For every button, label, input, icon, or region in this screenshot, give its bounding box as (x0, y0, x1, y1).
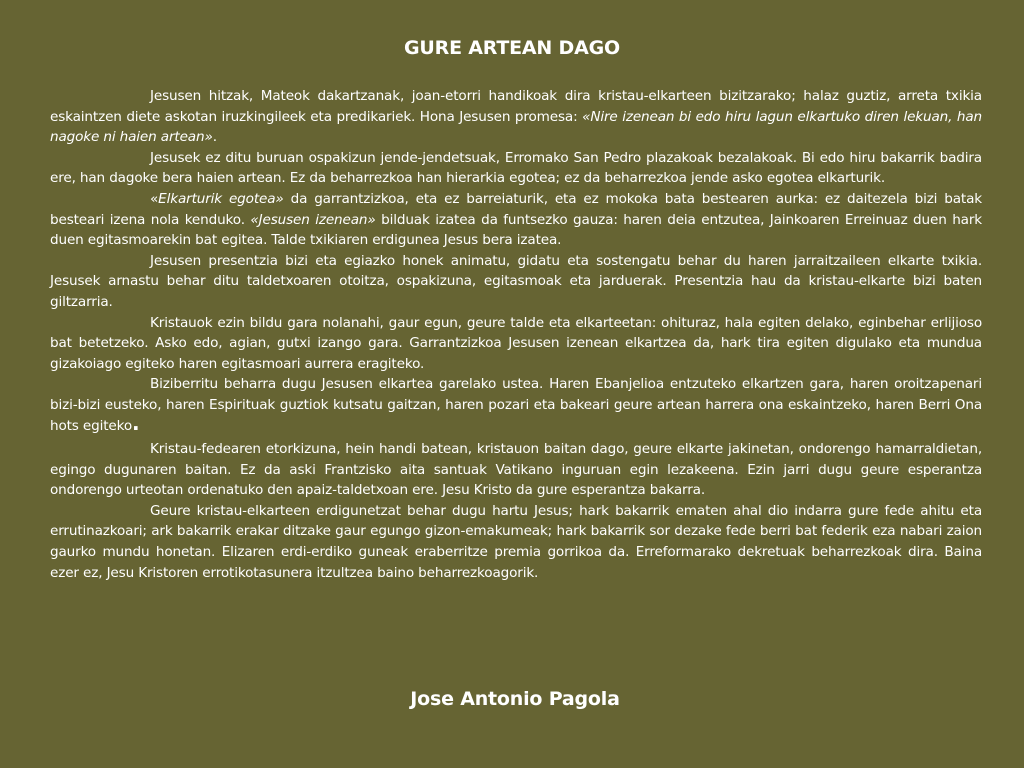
paragraph-text: Biziberritu beharra dugu Jesusen elkartea garelako ustea. Haren Ebanjelioa entzuteko elkartzen gara, haren oroitzapenari bizi-bizi eusteko, haren Espirituak guztiok kutsatu gaitzan, haren pozari eta bakeari geure artean harrera ona eskaintzeko, haren Berri Ona hots egiteko (50, 376, 982, 434)
closing-period: . (132, 410, 140, 435)
paragraph (50, 313, 982, 375)
paragraph (50, 148, 982, 189)
emphasis-text: Elkarturik egotea» (158, 190, 284, 207)
paragraph-text: Jesusek ez ditu buruan ospakizun jende-jendetsuak, Erromako San Pedro plazakoak bezalakoak. Bi edo hiru bakarrik badira ere, han dagoke bera haien artean. Ez da beharrezkoa han hierarkia egotea; ez da beharrezkoa jende asko egotea elkarturik. (50, 149, 982, 187)
paragraph-text: da garrantzizkoa, eta ez barreiaturik, eta ez mokoka bata bestearen aurka: ez daitezela bizi batak besteari izena nola kenduko. (50, 190, 982, 228)
paragraph-text: Kristauok ezin bildu gara nolanahi, gaur egun, geure talde eta elkarteetan: ohituraz, hala egiten delako, eginbehar erlijioso bat betetzeko. Asko edo, agian, gutxi izango gara. Garrantzizkoa Jesusen izenean elkartzea da, hark tira egiten digulako eta mundua gizakoiago egiteko haren egitasmoari aurrera eragiteko. (50, 314, 982, 372)
emphasis-text: «Nire izenean bi edo hiru lagun elkartuko diren lekuan, han nagoke ni haien artean» (50, 108, 982, 146)
paragraph (50, 501, 982, 583)
paragraph-text: Jesusen hitzak, Mateok dakartzanak, joan-etorri handikoak dira kristau-elkarteen bizitzarako; halaz guztiz, arreta txikia eskaintzen diete askotan iruzkingileek eta predikariek. Hona Jesusen promesa: (50, 88, 982, 125)
author-name: Jose Antonio Pagola (410, 688, 620, 710)
paragraph-text: Jesusen presentzia bizi eta egiazko honek animatu, gidatu eta sostengatu behar du haren jarraitzaileen elkarte txikia. Jesusek arnastu behar ditu taldetxoaren otoitza, ospakizuna, egitasmoak eta jarduerak. Presentzia hau da kristau-elkarte bizi baten giltzarria. (50, 252, 982, 310)
paragraph (50, 189, 982, 251)
emphasis-text: «Jesusen izenean» (250, 211, 376, 228)
paragraph-text: Geure kristau-elkarteen erdigunetzat behar dugu hartu Jesus; hark bakarrik ematen ahal dio indarra gure fede ahitu eta errutinazkoari; ark bakarrik erakar ditzake gaur egungo gizon-emakumeak; hark bakarrik sor dezake fede berri bat federik eza nabari zaion gaurko mundu honetan. Elizaren erdi-erdiko guneak eraberritze premia gorrikoa da. Erreformarako dekretuak beharrezkoak dira. Baina ezer ez, Jesu Kristoren errotikotasunera itzultzea baino beharrezkoagorik. (50, 502, 982, 581)
paragraph (50, 374, 982, 436)
paragraph (50, 439, 982, 501)
paragraph-text: Kristau-fedearen etorkizuna, hein handi batean, kristauon baitan dago, geure elkarte jakinetan, ondorengo hamarraldietan, egingo dugunaren baitan. Ez da aski Frantzisko aita santuak Vatikano inguruan egin lezakeena. Ezin jarri dugu geure esperantza ondorengo urteotan ordenatuko den apaiz-taldetxoan ere. Jesu Kristo da gure esperantza bakarra. (50, 441, 982, 499)
paragraph-text: . (212, 129, 217, 146)
paragraph-text: « (150, 190, 159, 207)
paragraph (50, 86, 982, 148)
paragraph-text: bilduak izatea da funtsezko gauza: haren deia entzutea, Jainkoaren Erreinuaz duen hark duen egitasmoarekin bat egitea. Talde txikiaren erdigunea Jesus bera izatea. (50, 211, 982, 249)
article-body (50, 86, 982, 583)
paragraph (50, 251, 982, 313)
page-title: GURE ARTEAN DAGO (404, 37, 620, 59)
